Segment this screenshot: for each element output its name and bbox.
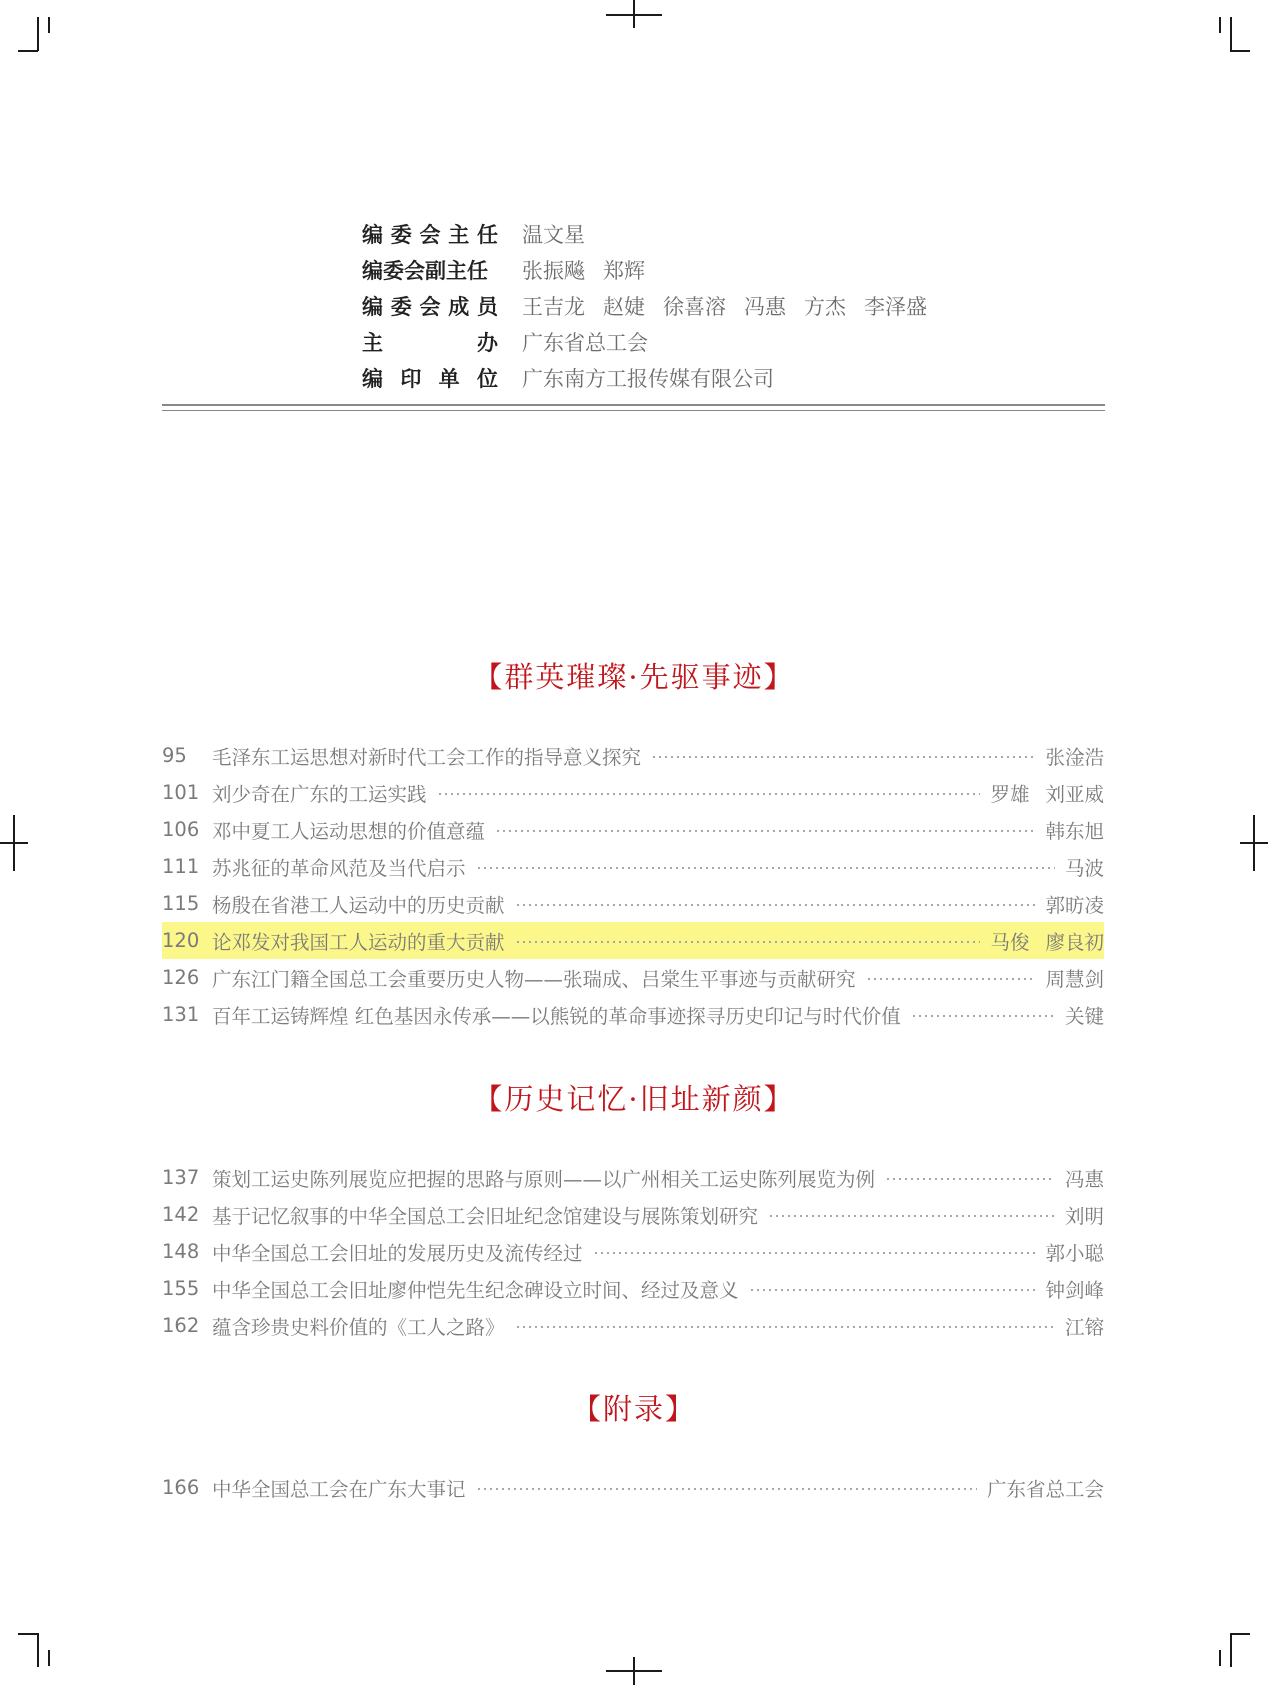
editorial-label: 编 委 会 主 任 <box>362 223 498 247</box>
editorial-member: 冯惠 <box>744 295 786 319</box>
toc-entry <box>162 1159 1104 1196</box>
toc-title: 蕴含珍贵史料价值的《工人之路》 <box>212 1315 505 1339</box>
editorial-value <box>522 327 648 357</box>
toc-leader-dots <box>911 1015 1055 1017</box>
toc-author: 江镕 <box>1064 1315 1104 1339</box>
toc-authors <box>1045 742 1104 770</box>
toc-title: 百年工运铸辉煌 红色基因永传承——以熊锐的革命事迹探寻历史印记与时代价值 <box>212 1004 901 1028</box>
toc-entry <box>162 1233 1104 1270</box>
toc-author: 刘亚威 <box>1045 782 1104 806</box>
toc-leader-dots <box>768 1215 1055 1217</box>
toc-authors <box>1065 1201 1104 1229</box>
toc-author: 韩东旭 <box>1045 819 1104 843</box>
editorial-member: 温文星 <box>522 223 585 247</box>
section-title-appendix: 【附录】 <box>571 1392 696 1426</box>
editorial-label: 主 办 <box>362 331 498 355</box>
editorial-label: 编 委 会 成 员 <box>362 295 498 319</box>
toc-page-number: 126 <box>162 966 200 989</box>
toc-page-number: 101 <box>162 781 200 804</box>
toc-authors <box>1045 816 1104 844</box>
toc-authors <box>987 1474 1104 1502</box>
toc-authors <box>1045 1275 1104 1303</box>
toc-leader-dots <box>515 1326 1055 1328</box>
editorial-value <box>522 255 645 285</box>
toc-authors <box>1045 964 1104 992</box>
toc-author: 刘明 <box>1064 1204 1104 1228</box>
editorial-member: 张振飚 <box>522 259 585 283</box>
divider-rule <box>162 404 1105 406</box>
editorial-member: 王吉龙 <box>522 295 585 319</box>
toc-page-number: 106 <box>162 818 200 841</box>
toc-title: 刘少奇在广东的工运实践 <box>212 782 427 806</box>
toc-authors <box>1045 890 1104 918</box>
editorial-value <box>522 219 585 249</box>
toc-page-number: 155 <box>162 1277 200 1300</box>
toc-leader-dots <box>495 830 1035 832</box>
toc-entry <box>162 1307 1104 1344</box>
toc-list-appendix <box>162 1469 1104 1506</box>
toc-authors <box>1045 1238 1104 1266</box>
toc-page-number: 137 <box>162 1166 200 1189</box>
toc-leader-dots <box>651 756 1035 758</box>
toc-authors <box>990 779 1104 807</box>
toc-entry <box>162 811 1104 848</box>
toc-page-number: 162 <box>162 1314 200 1337</box>
toc-title: 毛泽东工运思想对新时代工会工作的指导意义探究 <box>212 745 642 769</box>
toc-title: 中华全国总工会在广东大事记 <box>212 1477 466 1501</box>
section-title-sites: 【历史记忆·旧址新颜】 <box>473 1082 795 1116</box>
divider-rule-thin <box>162 410 1105 411</box>
toc-authors <box>1065 1164 1104 1192</box>
toc-page-number: 148 <box>162 1240 200 1263</box>
toc-page-number: 95 <box>162 744 187 767</box>
toc-entry <box>162 922 1104 959</box>
toc-list-sites <box>162 1159 1104 1344</box>
toc-author: 郭小聪 <box>1045 1241 1104 1265</box>
editorial-member: 郑辉 <box>603 259 645 283</box>
toc-author: 关键 <box>1064 1004 1104 1028</box>
editorial-member: 李泽盛 <box>864 295 927 319</box>
toc-entry <box>162 885 1104 922</box>
toc-author: 马俊 <box>990 930 1030 954</box>
toc-authors <box>990 927 1104 955</box>
toc-leader-dots <box>476 1488 977 1490</box>
toc-page-number: 142 <box>162 1203 200 1226</box>
toc-title: 论邓发对我国工人运动的重大贡献 <box>212 930 505 954</box>
toc-entry <box>162 774 1104 811</box>
toc-entry <box>162 737 1104 774</box>
toc-leader-dots <box>437 793 981 795</box>
toc-author: 冯惠 <box>1064 1167 1104 1191</box>
toc-title: 基于记忆叙事的中华全国总工会旧址纪念馆建设与展陈策划研究 <box>212 1204 759 1228</box>
toc-author: 罗雄 <box>990 782 1030 806</box>
editorial-member: 方杰 <box>804 295 846 319</box>
editorial-label: 编 印 单 位 <box>362 367 498 391</box>
toc-title: 策划工运史陈列展览应把握的思路与原则——以广州相关工运史陈列展览为例 <box>212 1167 876 1191</box>
toc-entry <box>162 959 1104 996</box>
editorial-value <box>522 291 927 321</box>
toc-leader-dots <box>749 1289 1036 1291</box>
toc-leader-dots <box>885 1178 1055 1180</box>
editorial-value <box>522 363 774 393</box>
toc-title: 邓中夏工人运动思想的价值意蕴 <box>212 819 486 843</box>
toc-title: 苏兆征的革命风范及当代启示 <box>212 856 466 880</box>
editorial-member: 徐喜溶 <box>663 295 726 319</box>
section-title-pioneers: 【群英璀璨·先驱事迹】 <box>473 660 795 694</box>
toc-leader-dots <box>593 1252 1036 1254</box>
toc-list-pioneers <box>162 737 1104 1033</box>
toc-page-number: 111 <box>162 855 200 878</box>
toc-page-number: 166 <box>162 1476 200 1499</box>
toc-page-number: 131 <box>162 1003 200 1026</box>
toc-entry <box>162 1270 1104 1307</box>
toc-page-number: 120 <box>162 929 200 952</box>
toc-entry <box>162 848 1104 885</box>
toc-leader-dots <box>476 867 1055 869</box>
toc-author: 周慧剑 <box>1045 967 1104 991</box>
toc-author: 钟剑峰 <box>1045 1278 1104 1302</box>
toc-author: 马波 <box>1064 856 1104 880</box>
editorial-row <box>362 324 927 360</box>
toc-entry <box>162 1469 1104 1506</box>
toc-author: 郭昉凌 <box>1045 893 1104 917</box>
toc-page-number: 115 <box>162 892 200 915</box>
toc-leader-dots <box>515 904 1036 906</box>
editorial-board <box>362 216 927 396</box>
editorial-row <box>362 252 927 288</box>
toc-title: 广东江门籍全国总工会重要历史人物——张瑞成、吕棠生平事迹与贡献研究 <box>212 967 856 991</box>
editorial-label: 编委会副主任 <box>362 259 488 283</box>
editorial-row <box>362 360 927 396</box>
toc-entry <box>162 1196 1104 1233</box>
toc-leader-dots <box>515 941 981 943</box>
toc-title: 杨殷在省港工人运动中的历史贡献 <box>212 893 505 917</box>
toc-author: 廖良初 <box>1045 930 1104 954</box>
toc-authors <box>1065 1001 1104 1029</box>
toc-authors <box>1065 1312 1104 1340</box>
toc-entry <box>162 996 1104 1033</box>
editorial-row <box>362 216 927 252</box>
editorial-member: 广东省总工会 <box>522 331 648 355</box>
toc-title: 中华全国总工会旧址的发展历史及流传经过 <box>212 1241 583 1265</box>
editorial-member: 赵婕 <box>603 295 645 319</box>
toc-author: 广东省总工会 <box>986 1477 1104 1501</box>
toc-authors <box>1065 853 1104 881</box>
editorial-member: 广东南方工报传媒有限公司 <box>522 367 774 391</box>
editorial-row <box>362 288 927 324</box>
toc-author: 张淦浩 <box>1045 745 1104 769</box>
toc-title: 中华全国总工会旧址廖仲恺先生纪念碑设立时间、经过及意义 <box>212 1278 739 1302</box>
toc-leader-dots <box>866 978 1036 980</box>
